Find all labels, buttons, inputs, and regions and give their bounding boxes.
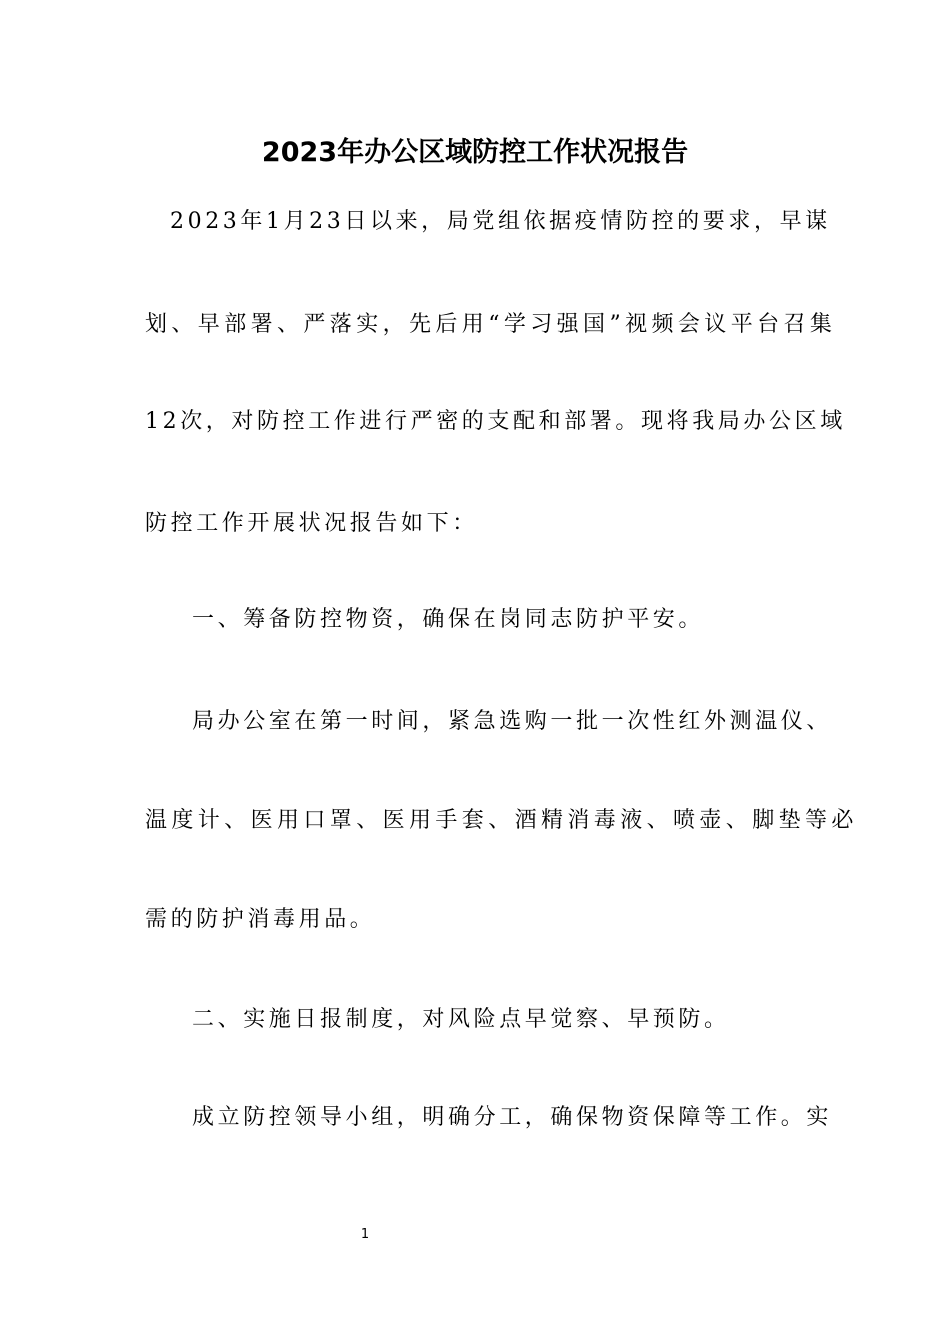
section-heading-2: 二、实施日报制度，对风险点早觉察、早预防。 [192,1007,730,1032]
paragraph-3-line-1: 成立防控领导小组，明确分工，确保物资保障等工作。实 [192,1105,833,1130]
paragraph-1-line-1: 2023年1月23日以来，局党组依据疫情防控的要求，早谋 [170,209,831,234]
paragraph-2-line-3: 需的防护消毒用品。 [145,907,376,932]
paragraph-1-line-3: 12次，对防控工作进行严密的支配和部署。现将我局办公区域 [145,409,846,434]
paragraph-1-line-4: 防控工作开展状况报告如下： [145,511,478,536]
page-number: 1 [360,1227,370,1242]
paragraph-2-line-1: 局办公室在第一时间，紧急选购一批一次性红外测温仪、 [192,709,833,734]
document-title: 2023年办公区域防控工作状况报告 [261,137,689,168]
section-heading-1: 一、筹备防控物资，确保在岗同志防护平安。 [192,607,705,632]
paragraph-2-line-2: 温度计、医用口罩、医用手套、酒精消毒液、喷壶、脚垫等必 [145,808,858,833]
paragraph-1-line-2: 划、早部署、严落实，先后用“学习强国”视频会议平台召集 [145,312,837,337]
